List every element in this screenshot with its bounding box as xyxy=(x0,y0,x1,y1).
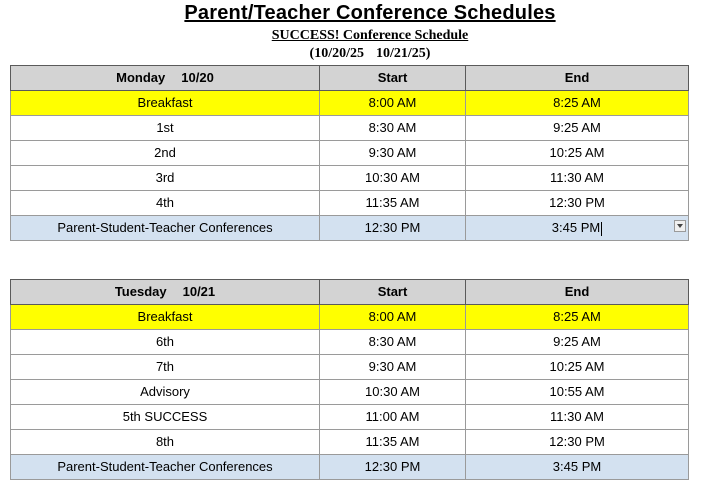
page-title: Parent/Teacher Conference Schedules xyxy=(184,2,556,24)
end-time-cell[interactable]: 9:25 AM xyxy=(466,116,689,141)
period-cell[interactable]: Breakfast xyxy=(11,91,320,116)
table-row xyxy=(11,380,689,405)
period-cell[interactable]: Parent-Student-Teacher Conferences xyxy=(11,216,320,241)
start-time-cell[interactable]: 11:35 AM xyxy=(320,191,466,216)
period-cell[interactable]: 2nd xyxy=(11,141,320,166)
end-time-text: 3:45 PM xyxy=(551,220,601,235)
start-time-cell[interactable]: 10:30 AM xyxy=(320,166,466,191)
period-cell[interactable]: Breakfast xyxy=(11,305,320,330)
period-cell[interactable]: 8th xyxy=(11,430,320,455)
end-header-cell[interactable]: End xyxy=(466,66,689,91)
monday-schedule-table xyxy=(10,65,689,241)
end-time-cell[interactable]: 3:45 PM xyxy=(466,455,689,480)
end-time-cell[interactable]: 10:55 AM xyxy=(466,380,689,405)
dropdown-arrow-icon[interactable] xyxy=(674,220,686,232)
table-row xyxy=(11,405,689,430)
table-row xyxy=(11,216,689,241)
start-time-cell[interactable]: 8:00 AM xyxy=(320,91,466,116)
start-header-cell[interactable]: Start xyxy=(320,280,466,305)
end-time-cell[interactable]: 8:25 AM xyxy=(466,305,689,330)
start-time-cell[interactable]: 11:35 AM xyxy=(320,430,466,455)
table-header-row xyxy=(11,280,689,305)
table-row xyxy=(11,191,689,216)
end-time-cell[interactable]: 12:30 PM xyxy=(466,191,689,216)
text-cursor xyxy=(601,222,602,236)
start-time-cell[interactable]: 8:30 AM xyxy=(320,116,466,141)
table-row xyxy=(11,430,689,455)
period-cell[interactable]: Advisory xyxy=(11,380,320,405)
date-range xyxy=(0,46,709,62)
period-cell[interactable]: 1st xyxy=(11,116,320,141)
end-time-cell-active[interactable] xyxy=(466,216,689,241)
period-cell[interactable]: 6th xyxy=(11,330,320,355)
monday-date-label: 10/20 xyxy=(181,70,214,85)
monday-header-cell[interactable] xyxy=(11,66,320,91)
period-cell[interactable]: 4th xyxy=(11,191,320,216)
date-range-start: (10/20/25 xyxy=(309,46,364,61)
schedule-subtitle: SUCCESS! Conference Schedule xyxy=(271,28,469,43)
table-row xyxy=(11,305,689,330)
table-row xyxy=(11,91,689,116)
table-row xyxy=(11,141,689,166)
table-row xyxy=(11,166,689,191)
table-header-row xyxy=(11,66,689,91)
tuesday-day-label: Tuesday xyxy=(114,284,167,299)
period-cell[interactable]: 7th xyxy=(11,355,320,380)
start-time-cell[interactable]: 9:30 AM xyxy=(320,141,466,166)
table-row xyxy=(11,455,689,480)
table-row xyxy=(11,116,689,141)
monday-day-label: Monday xyxy=(116,70,166,85)
start-time-cell[interactable]: 10:30 AM xyxy=(320,380,466,405)
period-cell[interactable]: Parent-Student-Teacher Conferences xyxy=(11,455,320,480)
start-header-cell[interactable]: Start xyxy=(320,66,466,91)
end-time-cell[interactable]: 10:25 AM xyxy=(466,141,689,166)
end-time-cell[interactable]: 12:30 PM xyxy=(466,430,689,455)
tuesday-schedule-table xyxy=(10,279,689,480)
tuesday-header-cell[interactable] xyxy=(11,280,320,305)
start-time-cell[interactable]: 11:00 AM xyxy=(320,405,466,430)
start-time-cell[interactable]: 12:30 PM xyxy=(320,455,466,480)
table-row xyxy=(11,355,689,380)
start-time-cell[interactable]: 8:30 AM xyxy=(320,330,466,355)
date-range-end: 10/21/25) xyxy=(376,46,431,61)
start-time-cell[interactable]: 12:30 PM xyxy=(320,216,466,241)
end-header-cell[interactable]: End xyxy=(466,280,689,305)
period-cell[interactable]: 3rd xyxy=(11,166,320,191)
end-time-cell[interactable]: 9:25 AM xyxy=(466,330,689,355)
end-time-cell[interactable]: 11:30 AM xyxy=(466,405,689,430)
end-time-cell[interactable]: 11:30 AM xyxy=(466,166,689,191)
start-time-cell[interactable]: 8:00 AM xyxy=(320,305,466,330)
end-time-cell[interactable]: 10:25 AM xyxy=(466,355,689,380)
period-cell[interactable]: 5th SUCCESS xyxy=(11,405,320,430)
end-time-cell[interactable]: 8:25 AM xyxy=(466,91,689,116)
tuesday-date-label: 10/21 xyxy=(182,284,216,299)
start-time-cell[interactable]: 9:30 AM xyxy=(320,355,466,380)
table-row xyxy=(11,330,689,355)
